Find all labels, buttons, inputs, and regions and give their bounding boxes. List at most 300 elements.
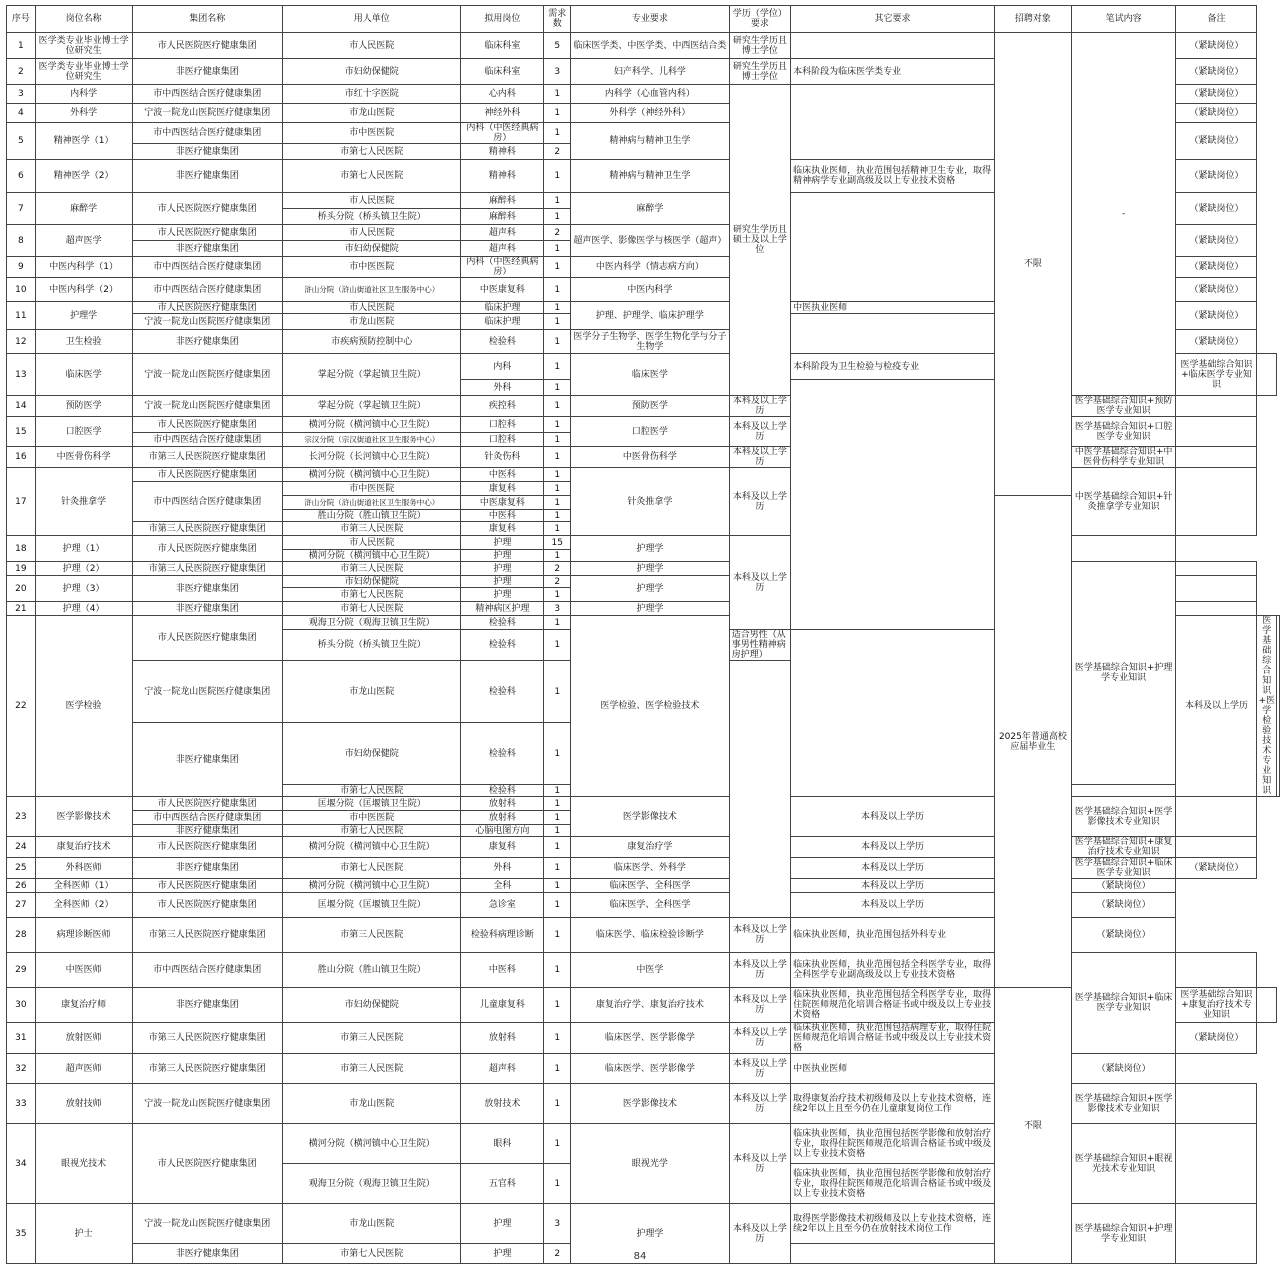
other-requirement: 取得康复治疗技术初级师及以上专业技术资格，连续2年以上且至今仍在儿童康复岗位工作 bbox=[791, 1084, 995, 1124]
employer-unit: 市第七人民医院 bbox=[283, 1244, 461, 1264]
employer-unit: 市龙山医院 bbox=[283, 661, 461, 723]
table-row bbox=[7, 797, 1280, 811]
written-exam: 医学基础综合知识+康复治疗技术专业知识 bbox=[1176, 988, 1257, 1023]
proposed-post: 眼科 bbox=[461, 1124, 544, 1164]
employer-unit: 桥头分院（桥头镇卫生院） bbox=[283, 209, 461, 225]
headcount: 1 bbox=[544, 257, 571, 278]
remark bbox=[1176, 447, 1257, 468]
job-title: 护士 bbox=[35, 1204, 132, 1264]
headcount: 1 bbox=[544, 1023, 571, 1054]
proposed-post: 外科 bbox=[461, 380, 544, 396]
group-name: 市人民医院医疗健康集团 bbox=[132, 468, 283, 482]
job-title: 护理（4） bbox=[35, 602, 132, 616]
serial-number: 18 bbox=[7, 536, 36, 562]
major-requirement: 针灸推拿学 bbox=[571, 468, 730, 536]
headcount: 1 bbox=[544, 160, 571, 193]
job-title: 口腔医学 bbox=[35, 417, 132, 447]
education-requirement: 本科及以上学历 bbox=[729, 447, 790, 468]
remark bbox=[1176, 953, 1257, 988]
group-name: 市第三人民医院医疗健康集团 bbox=[132, 447, 283, 468]
other-requirement: 临床执业医师，执业范围包括全科医学专业，取得住院医师规范化培训合格证书或中级及以上专业技术资格 bbox=[791, 988, 995, 1023]
table-row bbox=[7, 1204, 1280, 1244]
col-header: 集团名称 bbox=[132, 6, 283, 33]
remark bbox=[1176, 837, 1257, 858]
job-title: 康复治疗师 bbox=[35, 988, 132, 1023]
proposed-post: 内科（中医经典病房） bbox=[461, 257, 544, 278]
other-requirement: 临床执业医师，执业范围包括医学影像和放射治疗专业，取得住院医师规范化培训合格证书或中级及以上专业技术资格 bbox=[791, 1164, 995, 1204]
written-exam: 医学基础综合知识+护理学专业知识 bbox=[1071, 1204, 1176, 1264]
proposed-post: 护理 bbox=[461, 536, 544, 550]
education-requirement: 本科及以上学历 bbox=[729, 417, 790, 447]
group-name: 市中西医结合医疗健康集团 bbox=[132, 257, 283, 278]
group-name: 市人民医院医疗健康集团 bbox=[132, 616, 283, 661]
headcount: 15 bbox=[544, 536, 571, 550]
other-requirement bbox=[729, 661, 790, 918]
group-name: 市第三人民医院医疗健康集团 bbox=[132, 562, 283, 576]
employer-unit: 市第七人民医院 bbox=[283, 144, 461, 160]
headcount: 1 bbox=[544, 918, 571, 953]
employer-unit: 胜山分院（胜山镇卫生院） bbox=[283, 510, 461, 522]
remark bbox=[1257, 354, 1277, 396]
employer-unit: 市中医医院 bbox=[283, 123, 461, 144]
employer-unit: 市人民医院 bbox=[283, 536, 461, 550]
major-requirement: 医学影像技术 bbox=[571, 797, 730, 837]
other-requirement: 临床执业医师，执业范围包括医学影像和放射治疗专业，取得住院医师规范化培训合格证书或中级及以上专业技术资格 bbox=[791, 1124, 995, 1164]
table-row bbox=[7, 33, 1280, 59]
serial-number: 27 bbox=[7, 893, 36, 918]
major-requirement: 医学分子生物学、医学生物化学与分子生物学 bbox=[571, 330, 730, 354]
employer-unit: 市妇幼保健院 bbox=[283, 723, 461, 785]
proposed-post: 外科 bbox=[461, 858, 544, 879]
written-exam: 医学基础综合知识+眼视光技术专业知识 bbox=[1071, 1124, 1176, 1204]
employer-unit: 市中医医院 bbox=[283, 257, 461, 278]
job-title: 全科医师（1） bbox=[35, 879, 132, 893]
remark: （紧缺岗位） bbox=[1176, 193, 1257, 225]
job-title: 中医内科学（2） bbox=[35, 278, 132, 302]
group-name: 市中西医结合医疗健康集团 bbox=[132, 278, 283, 302]
headcount: 1 bbox=[544, 953, 571, 988]
col-header: 拟用岗位 bbox=[461, 6, 544, 33]
remark: （紧缺岗位） bbox=[1071, 893, 1176, 918]
headcount: 1 bbox=[544, 241, 571, 257]
education-requirement: 研究生学历且博士学位 bbox=[729, 33, 790, 59]
major-requirement: 中医骨伤科学 bbox=[571, 447, 730, 468]
serial-number: 9 bbox=[7, 257, 36, 278]
serial-number: 13 bbox=[7, 354, 36, 396]
remark: （紧缺岗位） bbox=[1176, 33, 1257, 59]
education-requirement: 本科及以上学历 bbox=[729, 1054, 790, 1084]
group-name: 市第三人民医院医疗健康集团 bbox=[132, 1023, 283, 1054]
job-title: 护理（3） bbox=[35, 576, 132, 602]
group-name: 市人民医院医疗健康集团 bbox=[132, 879, 283, 893]
employer-unit: 长河分院（长河镇中心卫生院） bbox=[283, 447, 461, 468]
major-requirement: 临床医学、全科医学 bbox=[571, 893, 730, 918]
remark: （紧缺岗位） bbox=[1176, 59, 1257, 85]
headcount: 1 bbox=[544, 1164, 571, 1204]
job-title: 护理学 bbox=[35, 302, 132, 330]
written-exam: 医学基础综合知识+临床医学专业知识 bbox=[1176, 354, 1257, 396]
proposed-post: 护理 bbox=[461, 576, 544, 588]
proposed-post: 临床护理 bbox=[461, 314, 544, 330]
col-header: 序号 bbox=[7, 6, 36, 33]
headcount: 5 bbox=[544, 33, 571, 59]
table-row bbox=[7, 1054, 1280, 1084]
proposed-post: 检验科病理诊断 bbox=[461, 918, 544, 953]
proposed-post: 内科（中医经典病房） bbox=[461, 123, 544, 144]
proposed-post: 康复科 bbox=[461, 522, 544, 536]
employer-unit: 胜山分院（胜山镇卫生院） bbox=[283, 953, 461, 988]
headcount: 1 bbox=[544, 785, 571, 797]
headcount: 1 bbox=[544, 1054, 571, 1084]
group-name: 非医疗健康集团 bbox=[132, 858, 283, 879]
major-requirement: 精神病与精神卫生学 bbox=[571, 123, 730, 160]
employer-unit: 市龙山医院 bbox=[283, 1084, 461, 1124]
headcount: 3 bbox=[544, 602, 571, 616]
headcount: 1 bbox=[544, 193, 571, 209]
proposed-post: 护理 bbox=[461, 588, 544, 602]
remark: （紧缺岗位） bbox=[1071, 1054, 1176, 1084]
education-requirement: 研究生学历且博士学位 bbox=[729, 59, 790, 85]
proposed-post: 急诊室 bbox=[461, 893, 544, 918]
remark bbox=[1277, 616, 1280, 797]
proposed-post: 针灸伤科 bbox=[461, 447, 544, 468]
major-requirement: 护理学 bbox=[571, 576, 730, 602]
written-exam: 医学基础综合知识+口腔医学专业知识 bbox=[1071, 417, 1176, 447]
proposed-post: 神经外科 bbox=[461, 104, 544, 123]
proposed-post: 儿童康复科 bbox=[461, 988, 544, 1023]
table-row bbox=[7, 1124, 1280, 1164]
proposed-post: 口腔科 bbox=[461, 417, 544, 433]
proposed-post: 检验科 bbox=[461, 785, 544, 797]
job-title: 医学影像技术 bbox=[35, 797, 132, 837]
remark bbox=[1176, 417, 1257, 447]
education-requirement: 本科及以上学历 bbox=[791, 858, 995, 879]
job-title: 康复治疗技术 bbox=[35, 837, 132, 858]
major-requirement: 临床医学、外科学 bbox=[571, 858, 730, 879]
group-name: 非医疗健康集团 bbox=[132, 241, 283, 257]
group-name: 宁波一院龙山医院医疗健康集团 bbox=[132, 104, 283, 123]
other-requirement: 中医执业医师 bbox=[791, 1054, 995, 1084]
proposed-post: 超声科 bbox=[461, 241, 544, 257]
written-exam: 医学基础综合知识+临床医学专业知识 bbox=[1071, 858, 1176, 879]
employer-unit: 观海卫分院（观海卫镇卫生院） bbox=[283, 1164, 461, 1204]
table-row bbox=[7, 858, 1280, 879]
headcount: 1 bbox=[544, 630, 571, 661]
employer-unit: 掌起分院（掌起镇卫生院） bbox=[283, 396, 461, 417]
proposed-post: 中医科 bbox=[461, 510, 544, 522]
group-name: 市中西医结合医疗健康集团 bbox=[132, 433, 283, 447]
other-requirement: 临床执业医师，执业范围包括病理专业，取得住院医师规范化培训合格证书或中级及以上专业技术资格 bbox=[791, 1023, 995, 1054]
major-requirement: 中医学 bbox=[571, 953, 730, 988]
remark: （紧缺岗位） bbox=[1176, 1023, 1257, 1054]
written-exam: 中医学基础综合知识+针灸推拿学专业知识 bbox=[1071, 468, 1176, 536]
job-title: 护理（2） bbox=[35, 562, 132, 576]
group-name: 市中西医结合医疗健康集团 bbox=[132, 482, 283, 522]
major-requirement: 康复治疗学、康复治疗技术 bbox=[571, 988, 730, 1023]
remark bbox=[1176, 576, 1257, 602]
serial-number: 30 bbox=[7, 988, 36, 1023]
proposed-post: 精神科 bbox=[461, 144, 544, 160]
group-name: 非医疗健康集团 bbox=[132, 602, 283, 616]
table-row bbox=[7, 396, 1280, 417]
remark: （紧缺岗位） bbox=[1176, 123, 1257, 160]
table-row bbox=[7, 468, 1280, 482]
major-requirement: 内科学（心血管内科） bbox=[571, 85, 730, 104]
proposed-post: 护理 bbox=[461, 1244, 544, 1264]
serial-number: 4 bbox=[7, 104, 36, 123]
remark: （紧缺岗位） bbox=[1176, 302, 1257, 330]
major-requirement: 妇产科学、儿科学 bbox=[571, 59, 730, 85]
written-exam: 医学基础综合知识+预防医学专业知识 bbox=[1071, 396, 1176, 417]
job-title: 精神医学（2） bbox=[35, 160, 132, 193]
major-requirement: 护理学 bbox=[571, 602, 730, 616]
major-requirement: 外科学（神经外科） bbox=[571, 104, 730, 123]
education-requirement: 本科及以上学历 bbox=[729, 1204, 790, 1264]
serial-number: 24 bbox=[7, 837, 36, 858]
remark: （紧缺岗位） bbox=[1071, 918, 1176, 953]
group-name: 市第三人民医院医疗健康集团 bbox=[132, 918, 283, 953]
employer-unit: 浒山分院（浒山街道社区卫生服务中心） bbox=[283, 496, 461, 510]
employer-unit: 宗汉分院（宗汉街道社区卫生服务中心） bbox=[283, 433, 461, 447]
serial-number: 34 bbox=[7, 1124, 36, 1204]
employer-unit: 市人民医院 bbox=[283, 193, 461, 209]
proposed-post: 护理 bbox=[461, 1204, 544, 1244]
remark: （紧缺岗位） bbox=[1071, 879, 1176, 893]
headcount: 1 bbox=[544, 396, 571, 417]
serial-number: 11 bbox=[7, 302, 36, 330]
col-header: 其它要求 bbox=[791, 6, 995, 33]
major-requirement: 中医内科学（情志病方向） bbox=[571, 257, 730, 278]
group-name: 非医疗健康集团 bbox=[132, 144, 283, 160]
headcount: 2 bbox=[544, 1244, 571, 1264]
other-requirement: 本科阶段为卫生检验与检疫专业 bbox=[791, 354, 995, 380]
written-exam: 医学基础综合知识+医学影像技术专业知识 bbox=[1071, 797, 1176, 837]
education-requirement: 本科及以上学历 bbox=[791, 837, 995, 858]
major-requirement: 口腔医学 bbox=[571, 417, 730, 447]
proposed-post: 中医康复科 bbox=[461, 278, 544, 302]
employer-unit: 横河分院（横河镇中心卫生院） bbox=[283, 550, 461, 562]
employer-unit: 匡堰分院（匡堰镇卫生院） bbox=[283, 893, 461, 918]
proposed-post: 精神科 bbox=[461, 160, 544, 193]
headcount: 1 bbox=[544, 468, 571, 482]
group-name: 市人民医院医疗健康集团 bbox=[132, 1124, 283, 1204]
major-requirement: 康复治疗学 bbox=[571, 837, 730, 858]
employer-unit: 横河分院（横河镇中心卫生院） bbox=[283, 417, 461, 433]
group-name: 市人民医院医疗健康集团 bbox=[132, 302, 283, 314]
job-title: 超声医学 bbox=[35, 225, 132, 257]
major-requirement: 临床医学、医学影像学 bbox=[571, 1023, 730, 1054]
proposed-post: 检验科 bbox=[461, 330, 544, 354]
headcount: 1 bbox=[544, 661, 571, 723]
serial-number: 2 bbox=[7, 59, 36, 85]
employer-unit: 市妇幼保健院 bbox=[283, 576, 461, 588]
other-requirement bbox=[791, 193, 995, 302]
major-requirement: 临床医学、临床检验诊断学 bbox=[571, 918, 730, 953]
header-row bbox=[7, 6, 1280, 33]
major-requirement: 临床医学、医学影像学 bbox=[571, 1054, 730, 1084]
serial-number: 14 bbox=[7, 396, 36, 417]
proposed-post: 检验科 bbox=[461, 630, 544, 661]
serial-number: 23 bbox=[7, 797, 36, 837]
major-requirement: 护理、护理学、临床护理学 bbox=[571, 302, 730, 330]
group-name: 市人民医院医疗健康集团 bbox=[132, 33, 283, 59]
job-title: 临床医学 bbox=[35, 354, 132, 396]
headcount: 1 bbox=[544, 858, 571, 879]
proposed-post: 口腔科 bbox=[461, 433, 544, 447]
headcount: 1 bbox=[544, 797, 571, 811]
other-requirement bbox=[791, 85, 995, 160]
written-exam: 医学基础综合知识+护理学专业知识 bbox=[1071, 562, 1176, 785]
group-name: 市第三人民医院医疗健康集团 bbox=[132, 522, 283, 536]
headcount: 1 bbox=[544, 496, 571, 510]
education-requirement: 本科及以上学历 bbox=[729, 1023, 790, 1054]
proposed-post: 康复科 bbox=[461, 482, 544, 496]
headcount: 1 bbox=[544, 588, 571, 602]
major-requirement: 医学影像技术 bbox=[571, 1084, 730, 1124]
proposed-post: 全科 bbox=[461, 879, 544, 893]
education-requirement: 本科及以上学历 bbox=[791, 797, 995, 837]
major-requirement: 临床医学类、中医学类、中西医结合类 bbox=[571, 33, 730, 59]
education-requirement: 本科及以上学历 bbox=[729, 468, 790, 536]
education-requirement: 本科及以上学历 bbox=[729, 1124, 790, 1204]
page-number: 84 bbox=[633, 1251, 647, 1262]
education-requirement: 研究生学历且硕士及以上学位 bbox=[729, 85, 790, 396]
job-title: 超声医师 bbox=[35, 1054, 132, 1084]
serial-number: 5 bbox=[7, 123, 36, 160]
proposed-post: 护理 bbox=[461, 562, 544, 576]
other-requirement bbox=[791, 380, 995, 630]
recruitment-table bbox=[6, 5, 1280, 1264]
headcount: 1 bbox=[544, 811, 571, 825]
employer-unit: 市人民医院 bbox=[283, 302, 461, 314]
education-requirement: 本科及以上学历 bbox=[729, 918, 790, 953]
job-title: 眼视光技术 bbox=[35, 1124, 132, 1204]
remark bbox=[1176, 602, 1257, 616]
job-title: 医学类专业毕业博士学位研究生 bbox=[35, 59, 132, 85]
employer-unit: 市第七人民医院 bbox=[283, 825, 461, 837]
major-requirement: 超声医学、影像医学与核医学（超声） bbox=[571, 225, 730, 257]
group-name: 非医疗健康集团 bbox=[132, 723, 283, 797]
headcount: 1 bbox=[544, 209, 571, 225]
headcount: 1 bbox=[544, 330, 571, 354]
headcount: 1 bbox=[544, 354, 571, 380]
job-title: 中医内科学（1） bbox=[35, 257, 132, 278]
employer-unit: 市第三人民医院 bbox=[283, 522, 461, 536]
proposed-post: 心内科 bbox=[461, 85, 544, 104]
employer-unit: 市第三人民医院 bbox=[283, 562, 461, 576]
written-exam: 医学基础综合知识+康复治疗技术专业知识 bbox=[1071, 837, 1176, 858]
job-title: 放射医师 bbox=[35, 1023, 132, 1054]
col-header: 笔试内容 bbox=[1071, 6, 1176, 33]
employer-unit: 横河分院（横河镇中心卫生院） bbox=[283, 879, 461, 893]
proposed-post: 心脑电图方向 bbox=[461, 825, 544, 837]
serial-number: 1 bbox=[7, 33, 36, 59]
serial-number: 20 bbox=[7, 576, 36, 602]
job-title: 医学类专业毕业博士学位研究生 bbox=[35, 33, 132, 59]
group-name: 非医疗健康集团 bbox=[132, 160, 283, 193]
headcount: 3 bbox=[544, 1204, 571, 1244]
employer-unit: 市龙山医院 bbox=[283, 314, 461, 330]
job-title: 外科医师 bbox=[35, 858, 132, 879]
major-requirement: 中医内科学 bbox=[571, 278, 730, 302]
written-exam: 医学基础综合知识+临床医学专业知识 bbox=[1071, 953, 1176, 1054]
other-requirement: 适合男性（从事男性精神病房护理） bbox=[729, 630, 790, 661]
major-requirement: 临床医学、全科医学 bbox=[571, 879, 730, 893]
proposed-post: 临床科室 bbox=[461, 59, 544, 85]
proposed-post: 超声科 bbox=[461, 225, 544, 241]
job-title: 内科学 bbox=[35, 85, 132, 104]
job-title: 中医医师 bbox=[35, 953, 132, 988]
major-requirement: 护理学 bbox=[571, 562, 730, 576]
remark: （紧缺岗位） bbox=[1176, 160, 1257, 193]
headcount: 1 bbox=[544, 123, 571, 144]
headcount: 1 bbox=[544, 825, 571, 837]
headcount: 1 bbox=[544, 104, 571, 123]
group-name: 市人民医院医疗健康集团 bbox=[132, 536, 283, 562]
job-title: 医学检验 bbox=[35, 616, 132, 797]
other-requirement: 临床执业医师，执业范围包括外科专业 bbox=[791, 918, 995, 953]
proposed-post: 中医康复科 bbox=[461, 496, 544, 510]
col-header: 招聘对象 bbox=[994, 6, 1071, 33]
serial-number: 17 bbox=[7, 468, 36, 536]
proposed-post: 放射科 bbox=[461, 1023, 544, 1054]
group-name: 宁波一院龙山医院医疗健康集团 bbox=[132, 661, 283, 723]
table-row bbox=[7, 953, 1280, 988]
other-requirement bbox=[791, 314, 995, 354]
major-requirement: 医学检验、医学检验技术 bbox=[571, 616, 730, 797]
table-row bbox=[7, 447, 1280, 468]
headcount: 3 bbox=[544, 59, 571, 85]
group-name: 非医疗健康集团 bbox=[132, 576, 283, 602]
education-requirement: 本科及以上学历 bbox=[791, 879, 995, 893]
proposed-post: 精神病区护理 bbox=[461, 602, 544, 616]
education-requirement: 本科及以上学历 bbox=[729, 953, 790, 988]
remark: （紧缺岗位） bbox=[1176, 85, 1257, 104]
employer-unit: 市疾病预防控制中心 bbox=[283, 330, 461, 354]
serial-number: 31 bbox=[7, 1023, 36, 1054]
headcount: 1 bbox=[544, 482, 571, 496]
job-title: 全科医师（2） bbox=[35, 893, 132, 918]
table-row bbox=[7, 536, 1280, 550]
job-title: 外科学 bbox=[35, 104, 132, 123]
remark bbox=[1176, 1124, 1257, 1204]
proposed-post: 康复科 bbox=[461, 837, 544, 858]
remark bbox=[1176, 562, 1257, 576]
group-name: 市人民医院医疗健康集团 bbox=[132, 797, 283, 811]
job-title: 护理（1） bbox=[35, 536, 132, 562]
remark: （紧缺岗位） bbox=[1176, 858, 1257, 879]
group-name: 非医疗健康集团 bbox=[132, 330, 283, 354]
headcount: 1 bbox=[544, 314, 571, 330]
serial-number: 10 bbox=[7, 278, 36, 302]
group-name: 市人民医院医疗健康集团 bbox=[132, 893, 283, 918]
employer-unit: 横河分院（横河镇中心卫生院） bbox=[283, 837, 461, 858]
group-name: 市人民医院医疗健康集团 bbox=[132, 193, 283, 225]
employer-unit: 市人民医院 bbox=[283, 225, 461, 241]
headcount: 1 bbox=[544, 550, 571, 562]
remark bbox=[1257, 988, 1277, 1023]
col-header: 用人单位 bbox=[283, 6, 461, 33]
remark bbox=[1176, 1084, 1257, 1124]
major-requirement: 护理学 bbox=[571, 536, 730, 562]
table-row bbox=[7, 837, 1280, 858]
table-row bbox=[7, 562, 1280, 576]
other-requirement: 临床执业医师，执业范围包括精神卫生专业，取得精神病学专业副高级及以上专业技术资格 bbox=[791, 160, 995, 193]
col-header: 岗位名称 bbox=[35, 6, 132, 33]
headcount: 1 bbox=[544, 988, 571, 1023]
table-row bbox=[7, 1084, 1280, 1124]
proposed-post: 内科 bbox=[461, 354, 544, 380]
